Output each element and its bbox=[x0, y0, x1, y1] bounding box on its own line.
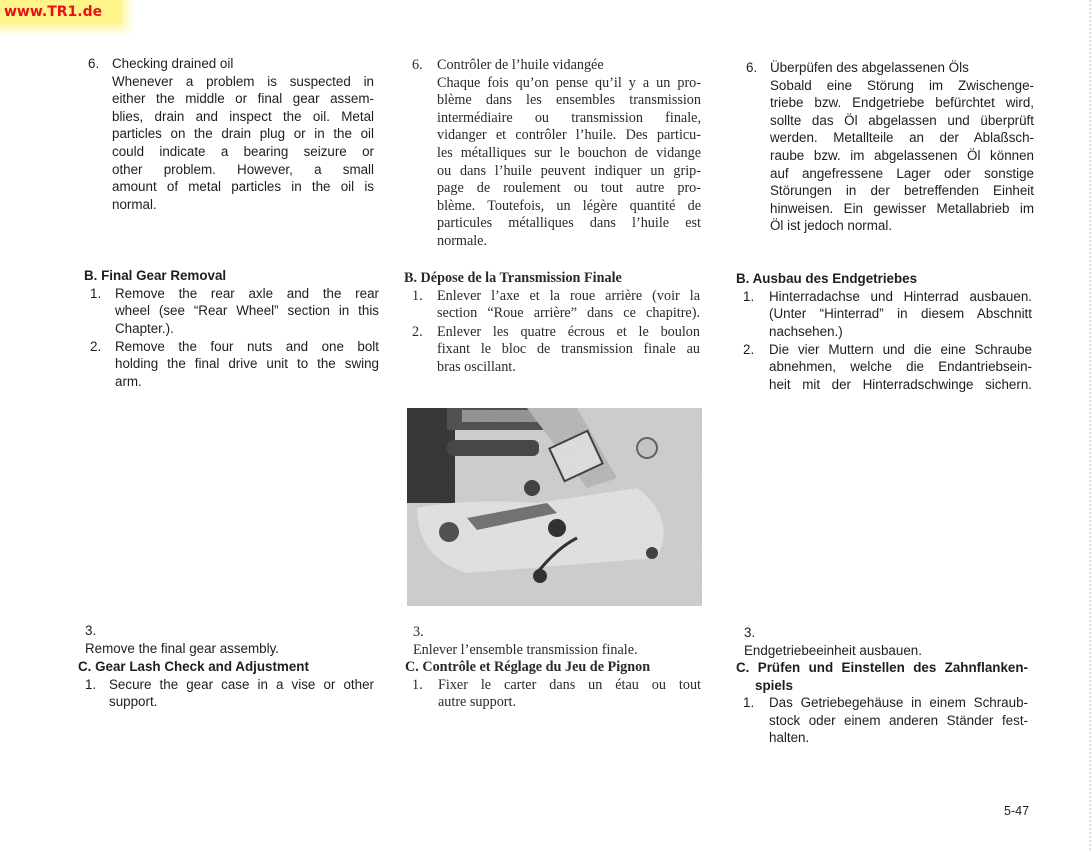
fr-sc-heading: C. Contrôle et Réglage du Jeu de Pignon bbox=[405, 659, 651, 675]
de-sb-step1-line: Hinterradachse und Hinterrad ausbauen. bbox=[769, 288, 1032, 304]
de-sc-step1-line: Das Getriebegehäuse in einem Schraub- bbox=[769, 695, 1028, 711]
fr-s6-line: blème dans les ensembles transmission bbox=[437, 92, 701, 109]
en-sb-step1-line: Remove the rear axle and the rear bbox=[115, 285, 379, 301]
final-gear-photo-illustration bbox=[407, 408, 702, 606]
fr-s6-line: page de roulement ou tout autre pro- bbox=[437, 180, 701, 197]
en-s6-line: either the middle or final gear assem- bbox=[112, 91, 374, 107]
de-sc-heading-cont: spiels bbox=[755, 677, 793, 693]
en-s6-line: other problem. However, a small bbox=[112, 161, 374, 177]
de-sc-step1-number: 1. bbox=[743, 695, 755, 711]
fr-s6-line: Chaque fois qu’on pense qu’il y a un pro- bbox=[437, 74, 701, 91]
en-sb-step2-line: holding the final drive unit to the swing bbox=[115, 356, 379, 372]
en-s6-line: particles on the drain plug or in the oil bbox=[112, 126, 374, 142]
de-sc-step1-line: stock oder einem anderen Ständer fest- bbox=[769, 712, 1028, 728]
page-number: 5-47 bbox=[1004, 804, 1030, 818]
fr-sb-step2-line: Enlever les quatre écrous et le boulon bbox=[437, 323, 700, 340]
de-sb-step1-line: nachsehen.) bbox=[769, 323, 843, 339]
de-sb-step1-line: (Unter “Hinterrad” in diesem Abschnitt bbox=[769, 306, 1032, 322]
de-step-3 bbox=[744, 624, 922, 659]
de-s6-line: Öl ist jedoch normal. bbox=[770, 218, 893, 234]
en-sb-step2-line: Remove the four nuts and one bolt bbox=[115, 338, 379, 354]
de-s6-line: Störungen in der betreffenden Einheit bbox=[770, 183, 1034, 199]
de-s6-line: sollte das Öl abgelassen und überprüft bbox=[770, 112, 1034, 128]
fr-s6-line: blème. Toutefois, un légère quantité de bbox=[437, 197, 701, 214]
de-s6-line: werden. Metallteile an der Ablaßsch- bbox=[770, 130, 1034, 146]
fr-section-b bbox=[404, 270, 700, 377]
de-sb-step1-number: 1. bbox=[743, 288, 755, 304]
fr-sb-heading: B. Dépose de la Transmission Finale bbox=[404, 270, 622, 286]
fr-s6-number: 6. bbox=[412, 57, 423, 73]
fr-s6-line: particules métalliques dans l’huile est bbox=[437, 215, 701, 232]
en-sc-step1-line: Secure the gear case in a vise or other bbox=[109, 676, 374, 692]
de-s6-line: Sobald eine Störung im Zwischenge- bbox=[770, 77, 1034, 93]
de-s6-line: raube bzw. im abgelassenen Öl können bbox=[770, 147, 1034, 163]
en-sb-step2-line: arm. bbox=[115, 373, 142, 389]
de-s6-line: triebe bzw. Endgetriebe befürchtet wird, bbox=[770, 95, 1034, 111]
fr-step-3 bbox=[413, 624, 638, 659]
de-sb-step2-line: Die vier Muttern und die eine Schraube bbox=[769, 341, 1032, 357]
de-sb-step2-line: abnehmen, welche die Endantriebsein- bbox=[769, 359, 1032, 375]
watermark-logo[interactable]: www.TR1.de bbox=[0, 0, 122, 24]
en-sc-heading: C. Gear Lash Check and Adjustment bbox=[78, 659, 309, 674]
de-step3-number: 3. bbox=[744, 625, 756, 640]
fr-step3-text: Enlever l’ensemble transmission finale. bbox=[413, 641, 638, 658]
fr-sb-step1-number: 1. bbox=[412, 287, 423, 304]
en-s6-line: amount of metal particles in the oil is bbox=[112, 179, 374, 195]
en-sb-step2-number: 2. bbox=[90, 338, 102, 354]
en-s6-line: Whenever a problem is suspected in bbox=[112, 73, 374, 89]
de-s6-number: 6. bbox=[746, 60, 758, 75]
de-sb-step2-number: 2. bbox=[743, 341, 755, 357]
en-step3-text: Remove the final gear assembly. bbox=[85, 640, 280, 656]
en-step3-number: 3. bbox=[85, 623, 97, 638]
en-section-b bbox=[84, 267, 382, 391]
en-sb-step1-number: 1. bbox=[90, 285, 102, 301]
fr-s6-title: Contrôler de l’huile vidangée bbox=[437, 57, 604, 73]
de-section-b bbox=[736, 270, 1034, 394]
fr-s6-line: normale. bbox=[437, 232, 488, 249]
en-section-c bbox=[78, 658, 374, 712]
en-sc-step1-line: support. bbox=[109, 694, 158, 710]
en-sb-heading: B. Final Gear Removal bbox=[84, 268, 227, 283]
fr-s6-line: les métalliques sur le bouchon de vidange bbox=[437, 144, 701, 161]
de-s6-line: auf angefressene Lager oder sonstige bbox=[770, 165, 1034, 181]
en-s6-number: 6. bbox=[88, 56, 100, 71]
en-s6-title: Checking drained oil bbox=[112, 56, 234, 71]
de-s6-title: Überpüfen des abgelassenen Öls bbox=[770, 60, 969, 75]
en-sb-step1-line: Chapter.). bbox=[115, 320, 174, 336]
fr-step3-number: 3. bbox=[413, 624, 424, 640]
de-sb-heading: B. Ausbau des Endgetriebes bbox=[736, 271, 918, 286]
fr-sc-step1-line: Fixer le carter dans un étau ou tout bbox=[438, 676, 701, 693]
de-sc-step1-line: halten. bbox=[769, 730, 810, 746]
fr-sb-step1-line: Enlever l’axe et la roue arrière (voir la bbox=[437, 287, 700, 304]
de-s6-line: hinweisen. Ein gewisser Metallabrieb im bbox=[770, 200, 1034, 216]
fr-sb-step2-number: 2. bbox=[412, 323, 423, 340]
de-step3-text: Endgetriebeeinheit ausbauen. bbox=[744, 642, 922, 658]
en-s6-line: blies, drain and inspect the oil. Metal bbox=[112, 108, 374, 124]
fr-s6-line: vidanger et contrôler l’huile. Des particu- bbox=[437, 127, 701, 144]
fr-s6-line: ou dans l’huile peuvent indiquer un grip- bbox=[437, 162, 701, 179]
fr-sb-step2-line: fixant le bloc de transmission finale au bbox=[437, 341, 700, 358]
fr-sc-step1-number: 1. bbox=[412, 676, 423, 693]
fr-s6-line: intermédiaire ou transmission finale, bbox=[437, 109, 701, 126]
en-step-3 bbox=[85, 622, 279, 657]
fr-section-c bbox=[405, 659, 701, 713]
de-section-c bbox=[736, 659, 1034, 747]
en-sc-step1-number: 1. bbox=[85, 676, 97, 692]
fr-sc-step1-line: autre support. bbox=[438, 694, 517, 711]
en-s6-line: normal. bbox=[112, 196, 157, 212]
de-sb-step2-line: heit mit der Hinterradschwinge sichern. bbox=[769, 376, 1032, 392]
en-sb-step1-line: wheel (see “Rear Wheel” section in this bbox=[115, 303, 379, 319]
final-gear-photo bbox=[407, 408, 702, 606]
fr-sb-step1-line: section “Roue arrière” dans ce chapitre). bbox=[437, 305, 700, 322]
de-sc-heading: C. Prüfen und Einstellen des Zahnflanken- bbox=[736, 660, 1028, 675]
en-s6-line: could indicate a bearing seizure or bbox=[112, 143, 374, 159]
fr-sb-step2-line: bras oscillant. bbox=[437, 358, 516, 375]
